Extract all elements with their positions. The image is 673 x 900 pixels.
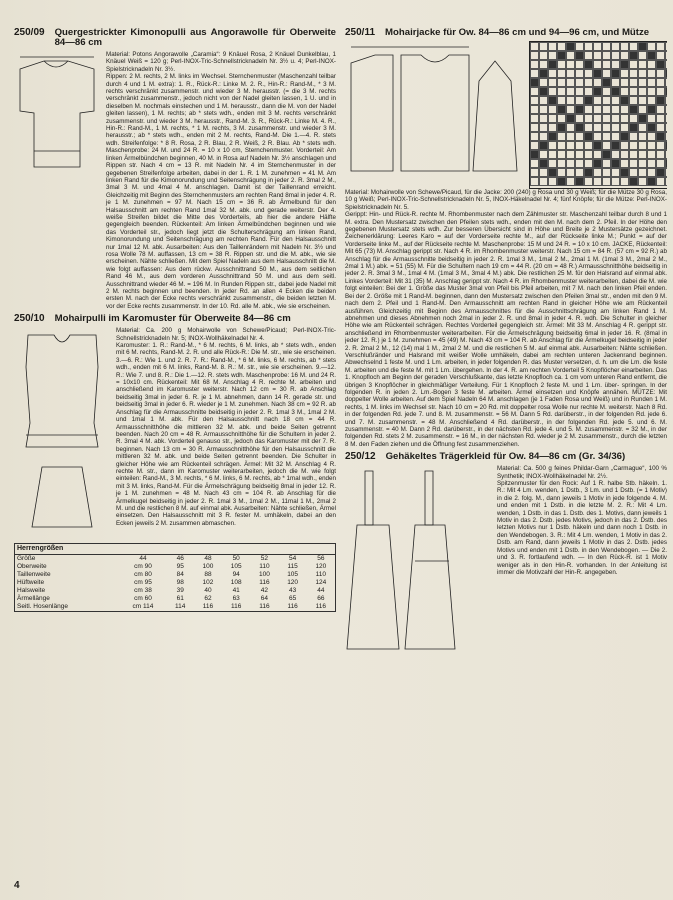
- chart-cell: [602, 87, 611, 96]
- chart-cell: [602, 42, 611, 51]
- chart-cell: [602, 159, 611, 168]
- chart-cell: [638, 168, 647, 177]
- right-column: [345, 28, 667, 854]
- chart-cell: [620, 168, 629, 177]
- chart-cell: [557, 42, 566, 51]
- pattern-number: 250/11: [345, 28, 376, 38]
- chart-cell: [665, 177, 667, 186]
- chart-cell: [638, 114, 647, 123]
- chart-cell: [656, 123, 665, 132]
- chart-cell: [575, 141, 584, 150]
- chart-cell: [593, 159, 602, 168]
- chart-cell: [629, 177, 638, 186]
- chart-cell: [611, 96, 620, 105]
- chart-cell: [530, 51, 539, 60]
- chart-cell: [629, 42, 638, 51]
- chart-cell: [647, 69, 656, 78]
- chart-cell: [557, 96, 566, 105]
- chart-cell: [665, 51, 667, 60]
- pattern-instructions: Karomuster: 1. R.: Rand-M., * 6 M. rechts, 6 M. links, ab * stets wdh., enden mit 6 M. rechts, Rand-M. 2. R. und alle Rück-R.: Die M. str., wie sie erscheinen. 3.—6. R.: Wie 1. und 2. R. 7. R.: Rand-M., * 6 M. links, 6 M. rechts, ab * stets wdh., enden mit 6 M. links, Rand-M. 8. R.: M. str., wie sie erscheinen. 9.—12. R.: Wie 7. und 8. R.: Die 1.—12. R. stets wdh. Maschenprobe: 16 M. und 24 R. = 10x10 cm. Rückenteil: Mit 68 M. Anschlag 4 R. rechte M. arbeiten und anschließend im Karomuster weiterstr. Nach 12 cm = 30 R. ab Anschlag beidseitig 3mal in jeder 6. R. je 1 M. abnehmen, dann 14 R. gerade str. und beidseitig 3mal in jeder 6. R. wieder je 1 M. zunehmen. Nach 38 cm = 92 R. ab Anschlag für die Armausschnitte beidseitig in jeder 2. R. 1mal 3 M., 1mal 2 M. und 1mal 1 M. abk. Für den Halsausschnitt nach 18 cm = 44 R. Armausschnitthöhe die mittleren 32 M. abk. und beide Seiten getrennt beenden. Nach 20 cm = 48 R. Armausschnitthöhe für die Schultern in jeder 2. R. 3mal 4 M. abk. Vorderteil genauso str., jedoch das Karomuster mit der 7. R. beginnen. Nach 13 cm = 30 R. Armausschnitthöhe für den Halsausschnitt die mittleren 32 M. abk. und beide Seiten getrennt beenden. Die Schulter in gleicher Höhe wie am Rückenteil schrägen. Ärmel: Mit 32 M. Anschlag 4 R. rechte M. str., dann im Karomuster weiterarbeiten, jedoch die M. wie folgt einteilen: Rand-M., 3 M. rechts, * 6 M. links, 6 M. rechts, ab * 1mal wdh., enden mit 3 M. links, Rand-M. Für die Ärmelschrägung beidseitig 8mal in jeder 12. R. je 1 M. zunehmen = 48 M. Nach 43 cm = 104 R. ab Anschlag für die Ärmelkugel beidseitig in jeder 2. R. 1mal 3 M., 1mal 2 M., 11mal 1 M., 2mal 2 M. und die restlichen 8 M. auf einmal abk. Ausarbeiten: Nähte schließen, Ärmel einsetzen. Den Halsausschnitt mit 3 R. fester M. umhäkeln, dabei an den Ecken jeweils 2 M. zusammen abmaschen.: [116, 342, 336, 527]
- chart-cell: [539, 114, 548, 123]
- chart-cell: [548, 123, 557, 132]
- chart-cell: [548, 114, 557, 123]
- chart-cell: [647, 177, 656, 186]
- chart-cell: [611, 123, 620, 132]
- chart-cell: [611, 114, 620, 123]
- chart-cell: [530, 105, 539, 114]
- chart-cell: [647, 159, 656, 168]
- chart-cell: [611, 105, 620, 114]
- chart-cell: [647, 60, 656, 69]
- chart-cell: [566, 150, 575, 159]
- chart-cell: [575, 60, 584, 69]
- left-column: [14, 28, 336, 854]
- chart-cell: [548, 168, 557, 177]
- chart-cell: [584, 51, 593, 60]
- chart-cell: [566, 96, 575, 105]
- chart-cell: [620, 150, 629, 159]
- chart-cell: [620, 132, 629, 141]
- chart-cell: [638, 96, 647, 105]
- chart-cell: [629, 114, 638, 123]
- chart-cell: [548, 69, 557, 78]
- chart-cell: [593, 87, 602, 96]
- chart-cell: [539, 105, 548, 114]
- chart-cell: [629, 132, 638, 141]
- pattern-title: Mohairpulli im Karomuster für Oberweite 84—86 cm: [54, 313, 291, 325]
- chart-cell: [548, 177, 557, 186]
- chart-cell: [629, 96, 638, 105]
- chart-cell: [665, 141, 667, 150]
- chart-cell: [566, 60, 575, 69]
- chart-cell: [575, 51, 584, 60]
- chart-cell: [584, 123, 593, 132]
- pattern-instructions: Gerippt: Hin- und Rück-R. rechte M. Rhombenmuster nach dem Zählmuster str. Maschenzahl teilbar durch 8 und 1 M. extra. Den Mustersatz zwischen den Pfeilen stets wdh., enden mit den M. nach dem 2. Pfeil. In der Höhe den gegebenen Mustersatz stets wdh. Zur besseren Übersicht sind in Höhe und Breite je 2 Mustersätze gezeichnet. Zeichenerklärung: Leeres Karo = auf der Vorderseite rechte M., auf der Rückseite linke M.; Punkt = auf der Vorderseite linke M., auf der Rückseite rechte M. Maschenprobe: 15 M und 24 R. = 10 x 10 cm. JACKE, Rückenteil: Mit 65 (73) M. Anschlag gerippt str. Nach 4 R. im Rhombenmuster weiterstr. Nach 15 cm = 84 R. (57 cm = 92 R.) ab Anschlag für die Armausschnitte beidseitig in jeder 2. R. 1mal 3 M., 1mal 2 M., 2mal 1 M. (1mal 3 M., 2mal 2 M., 2mal 1 M.) abk. = 51 (55) M. Für die Schultern nach 19 cm = 44 R. (20 cm = 48 R.) Armausschnitthöhe beidseitig in jeder 2. R. 3mal 3 M., 1mal 4 M. (1mal 3 M., 3mal 4 M.) abk. Die restlichen 25 M. für den Halsrand auf einmal abk. Linkes Vorderteil: Mit 31 (35) M. Anschlag gerippt str. Nach 4 R. im Rhombenmuster weiterarbeiten, dabei die M. wie folgt einteilen: Bei der 1. Größe das Muster 3mal von Pfeil bis Pfeil arbeiten, mit 7 M. nach den linken Pfeil enden. Bei der 2. Größe mit 1 Rand-M. beginnen, dann den Mustersatz zwischen den Pfeilen 3mal str., enden mit den 9 M. nach dem 2. Pfeil und 1 Rand-M. Den Armausschnitt am rechten Rand in gleicher Höhe wie am Rückenteil ausführen. Gleichzeitig mit Beginn des Armausschnittes für die Ausschnittschrägung am linken Rand 1 M. abnehmen und dieses Abnehmen noch 2mal in jeder 2. R. und 8mal in jeder 4. R. wdh. Die Schulter in gleicher Höhe wie am Rückenteil schrägen. Rechtes Vorderteil gegengleich str. Ärmel: Mit 33 M. Anschlag 4 R. gerippt str. anschließend im Rhombenmuster weiterarbeiten. Für die Ärmelschrägung beidseitig 6mal in jeder 16. R. (8mal in jeder 12. R.) je 1 M. zunehmen = 45 (49) M. Nach 43 cm = 104 R. ab Anschlag für die Ärmelkugel beidseitig in jeder 2. R. 2mal 2 M., 12 (14) mal 1 M., 2mal 2 M. und die restlichen 5 M. auf einmal abk. Ausarbeiten: Nähte schließen. Verschlußränder und Halsrand mit weißer Wolle umhäkeln, dabei am rechten unteren Jackenrand beginnen. Abwechselnd 1 feste M. und 1 Lm. arbeiten, in jeder folgenden R. das Muster versetzen, d. h. um die Lm. die feste M. arbeiten und die feste M. mit 1 Lm. übergehen. In der 4. R. am rechten Vorderteil 5 Knopflöcher einarbeiten. Das 1. Knopfloch am Beginn der geraden Verschlußkante, das letzte Knopfloch ca. 1 cm vom unteren Rand entfernt, die übrigen 3 Knopflöcher in gleichmäßiger Verteilung. Für 1 Knopfloch 2 feste M. und 1 Lm. über- springen. In der folgenden R. in jeden 2. Lm.-Bogen 3 feste M. arbeiten. Ärmel einsetzen und Knöpfe annähen. MÜTZE: Mit doppelter Wolle arbeiten. Auf dem Spiel Nadeln 64 M. anschlagen (je 1 Faden Rosa und Weiß) und in Runden 1 M. rechts, 1 M. links im Wechsel str. Nach 10 cm = 20 Rd. mit doppelter rosa Wolle nur rechte M. weiterstr. Nach 8 Rd. in der folgenden Rd. jede 7. und 8. M. zusammenstr. = 56 M. Dann 5 Rd. darüberstr., in der folgenden Rd. jede 6. und 7. M. zusammenstr. = 48 M. Anschließend 4 Rd. darüberstr., in der folgenden Rd. jede 5. und 6. M. zusammenstr. = 40 M. Dann 2 Rd. darüberstr., in der nächsten Rd. jede 4. und 5. M. zusammenstr. = 32 M., in der folgenden Rd. stets 2 M. zusammenstr. = 16 M., in der nächsten Rd. wieder je 2 M. zusammenstr., durch die letzten 8 M. den Faden ziehen und die Öffnung fest zusammenziehen.: [345, 211, 667, 448]
- chart-cell: [530, 114, 539, 123]
- chart-cell: [566, 42, 575, 51]
- chart-cell: [638, 150, 647, 159]
- chart-cell: [629, 168, 638, 177]
- chart-cell: [638, 105, 647, 114]
- table-row: Halsweite cm 38 39 40 41 42 43 44: [17, 587, 325, 595]
- chart-cell: [566, 114, 575, 123]
- chart-cell: [530, 87, 539, 96]
- chart-cell: [557, 51, 566, 60]
- chart-cell: [620, 159, 629, 168]
- chart-cell: [647, 87, 656, 96]
- chart-cell: [665, 123, 667, 132]
- chart-cell: [620, 51, 629, 60]
- chart-cell: [593, 60, 602, 69]
- chart-cell: [656, 60, 665, 69]
- chart-cell: [539, 78, 548, 87]
- chart-cell: [566, 69, 575, 78]
- chart-cell: [593, 51, 602, 60]
- chart-cell: [539, 96, 548, 105]
- chart-cell: [629, 69, 638, 78]
- chart-cell: [539, 177, 548, 186]
- chart-cell: [548, 150, 557, 159]
- chart-cell: [548, 159, 557, 168]
- pattern-instructions: Spitzenmuster für den Rock: Auf 1 R. halbe Stb. häkeln. 1. R.: Mit 4 Lm. wenden, 1 Dstb., 3 Lm. und 1 Dstb. (= 1 Motiv) in die 2. folg. M., dann jeweils 1 Motiv in jede folgende 4. M. und enden mit 1 Dstb. in die letzte M. 2. R.: Mit 4 Lm. wenden, 1 Dstb. in das 1. Dstb. des 1. Motivs, dann jeweils 1 Motiv in das 2. Dstb. jedes Motivs, jedoch in das 2. Dstb. des letzten Motivs nur 1 Dstb. häkeln und dann noch 1 Dstb. in den Wendebogen. 3. R.: Mit 4 Lm. wenden, 1 Motiv in das 2. Dstb. am Rand, dann jeweils 1 Motiv in das 2. Dstb. jedes Motivs und enden mit 1 Dstb. in den Wendebogen. — Die 2. und 3. R. fortlaufend wdh. — In den Rück-R. ist 1 Motiv weniger als in den Hin-R. vorhanden. In der Anleitung ist immer die Motivzahl der Hin-R. angegeben.: [497, 480, 667, 576]
- chart-cell: [647, 150, 656, 159]
- pattern-header-250-10: [14, 314, 336, 324]
- chart-cell: [539, 60, 548, 69]
- chart-cell: [539, 87, 548, 96]
- chart-cell: [575, 150, 584, 159]
- chart-cell: [557, 69, 566, 78]
- chart-cell: [611, 159, 620, 168]
- chart-cell: [593, 96, 602, 105]
- table-row: Hüftweite cm 95 98 102 108 116 120 124: [17, 579, 327, 587]
- chart-cell: [638, 123, 647, 132]
- chart-cell: [539, 150, 548, 159]
- chart-cell: [647, 51, 656, 60]
- chart-cell: [593, 150, 602, 159]
- chart-cell: [665, 150, 667, 159]
- chart-cell: [638, 42, 647, 51]
- chart-cell: [656, 141, 665, 150]
- chart-cell: [629, 150, 638, 159]
- chart-cell: [548, 105, 557, 114]
- chart-cell: [656, 105, 665, 114]
- chart-cell: [539, 168, 548, 177]
- chart-cell: [656, 42, 665, 51]
- rhombus-pattern-chart: [529, 41, 667, 189]
- chart-cell: [530, 159, 539, 168]
- chart-cell: [602, 60, 611, 69]
- chart-cell: [584, 78, 593, 87]
- chart-cell: [665, 78, 667, 87]
- chart-cell: [620, 177, 629, 186]
- chart-cell: [611, 132, 620, 141]
- chart-cell: [584, 168, 593, 177]
- chart-cell: [611, 78, 620, 87]
- chart-cell: [575, 123, 584, 132]
- chart-cell: [629, 123, 638, 132]
- chart-cell: [593, 105, 602, 114]
- chart-cell: [602, 132, 611, 141]
- chart-cell: [665, 87, 667, 96]
- chart-cell: [575, 69, 584, 78]
- pattern-title: Mohairjacke für Ow. 84—86 cm und 94—96 cm, und Mütze: [385, 28, 650, 38]
- kimono-pullover-schematic: [14, 51, 100, 179]
- chart-cell: [665, 96, 667, 105]
- chart-cell: [602, 78, 611, 87]
- chart-cell: [665, 114, 667, 123]
- chart-cell: [584, 114, 593, 123]
- chart-cell: [593, 141, 602, 150]
- chart-cell: [539, 141, 548, 150]
- chart-cell: [611, 150, 620, 159]
- chart-cell: [656, 69, 665, 78]
- chart-cell: [647, 168, 656, 177]
- chart-cell: [602, 96, 611, 105]
- chart-cell: [530, 123, 539, 132]
- pattern-number: 250/12: [345, 451, 376, 463]
- pattern-material: Material: Ca. 200 g Mohairwolle von Schewe/Picaud; Perl-INOX-Tric-Schnellstricknadeln Nr. 5; INOX-Wollhäkelnadel Nr. 4.: [116, 327, 336, 342]
- pattern-250-09: [14, 51, 336, 310]
- chart-cell: [602, 168, 611, 177]
- chart-cell: [656, 87, 665, 96]
- chart-cell: [584, 159, 593, 168]
- chart-cell: [638, 69, 647, 78]
- chart-cell: [539, 159, 548, 168]
- table-row: Taillenweite cm 80 84 88 94 100 105 110: [17, 571, 327, 579]
- size-table-header: Größe 44 46 48 50 52 54 56: [17, 555, 325, 563]
- chart-cell: [530, 168, 539, 177]
- chart-cell: [629, 105, 638, 114]
- chart-cell: [584, 96, 593, 105]
- pattern-header-250-11: [345, 28, 667, 38]
- chart-cell: [539, 132, 548, 141]
- chart-cell: [575, 96, 584, 105]
- chart-cell: [620, 78, 629, 87]
- chart-cell: [656, 159, 665, 168]
- chart-cell: [539, 42, 548, 51]
- mohair-pullover-schematic: [14, 327, 110, 537]
- chart-cell: [647, 78, 656, 87]
- chart-cell: [665, 42, 667, 51]
- chart-cell: [620, 87, 629, 96]
- chart-cell: [548, 96, 557, 105]
- chart-cell: [611, 177, 620, 186]
- jacket-material-caption: Material: Mohairwolle von Schewe/Picaud, für die Jacke: 200 (240) g Rosa und 30 g Weiß; für die Mütze 30 g Rosa, 10 g Weiß; Perl-INOX-Tric-Schnellstricknadeln Nr. 5, INOX-Häkelnadel Nr. 4; fünf Knöpfe; für die Mütze: Perl-INOX-Spielstricknadeln Nr. 5.: [345, 189, 667, 211]
- chart-cell: [530, 42, 539, 51]
- pattern-number: 250/09: [14, 28, 45, 38]
- chart-cell: [566, 132, 575, 141]
- chart-cell: [629, 78, 638, 87]
- chart-cell: [656, 51, 665, 60]
- chart-cell: [557, 114, 566, 123]
- chart-cell: [557, 60, 566, 69]
- chart-cell: [629, 60, 638, 69]
- chart-cell: [638, 51, 647, 60]
- pattern-instructions: Rippen: 2 M. rechts, 2 M. links im Wechsel. Sternchenmuster (Maschenzahl teilbar durch 4 und 1 M. extra): 1. R., Rück-R.: Linke M. 2. R., Hin-R.: Rand-M., * 3 M. rechts verschränkt zusammenstr. und wieder 3 M. herausstr. (= die 3 M. rechts verschränkt zusammenstr., jedoch nicht von der Nadel gleiten lassen, 1 U. und in dieselben M. nochmals einstechen und 1 M. herausstr., dann die M. von der Nadel gleiten lassen), 1 M. rechts; ab * stets wdh., enden mit 3 M. rechts verschränkt zusammenstr. und wieder 3 M. herausstr., Rand-M. 3. R., Rück-R.: Linke M. 4. R., Hin-R.: Rand-M., 1 M. rechts, * 1 M. rechts, 3 M. zusammenstr. und wieder 3 M. herausstr.; ab * stets wdh., enden mit 2 M. rechts, Rand-M. Die 1.—4. R. stets wdh. Streifenfolge: * 8 R. Rosa, 2 R. Blau, 2 R. Weiß, 2 R. Blau. Ab * stets wdh. Maschenprobe: 24 M. und 24 R. = 10 x 10 cm, Sternchenmuster. Vorderteil: Am linken Ärmelbündchen beginnen, 40 M. in Rosa auf Nadeln Nr. 3½ anschlagen und Rippen str. Nach 4 cm = 13 R. mit Nadeln Nr. 4 im Sternchenmuster in der gegebenen Streifenfolge arbeiten, dabei in der 1. R. 1 M. zunehmen = 41 M. Am linken Rand für die Kimonorundung und Seitenschrägung in jeder 2. R. 3mal 2 M., 3mal 3 M. und 4mal 4 M. anschlagen. Damit ist der Taillenrand erreicht. Gleichzeitig mit Beginn des Sternchenmusters am rechten Rand 8mal in jeder 4. R. je 1 M. zunehmen = 97 M. Nach 15 cm = 36 R. ab Ärmelbund für den Halsausschnitt am rechten Rand 1mal 32 M. abk. und gerade weiterstr. Der 4. weiße Streifen bildet die Mitte des Vorderteils, ab hier die andere Hälfte gegengleich beenden. Rückenteil: Am linken Ärmelbündchen beginnen und wie das Vorderteil str., jedoch liegt jetzt die Schulterschrägung am linken Rand, Kimonorundung und Seitenschrägung am rechten Rand. Für den Halsausschnitt nur 1mal 12 M. abk. Ausarbeiten: Aus den Taillenrändern mit Nadeln Nr. 3½ und rosa Wolle 78 M. auffassen, 13 cm = 38 R. Rippen str. und die M. abk., wie sie erscheinen. Nähte schließen. Mit dem Spiel Nadeln aus dem Halsausschnitt die M. wie folgt auffassen: Aus dem rückw. Ausschnittrand 50 M., aus dem seitlichen Rand 46 M., aus dem vorderen Ausschnittrand 50 M. und aus dem seitl. Ausschnittrand wieder 46 M. = 196 M. In Runden Rippen str., dabei jede Nadel mit 2 M. rechts beginnen und beenden. In jeder Rd. an allen 4 Ecken die beiden ersten M. nach der Ecke rechts verschränkt zusammenstr., die beiden letzten M. vor der Ecke rechts zusammenstr. In der 10. Rd. alle M. abk., wie sie erscheinen.: [106, 73, 336, 310]
- chart-cell: [611, 69, 620, 78]
- chart-cell: [611, 42, 620, 51]
- chart-cell: [548, 60, 557, 69]
- chart-cell: [566, 159, 575, 168]
- table-row: Seitl. Hosenlänge cm 114 114 116 116 116 116 116: [17, 603, 327, 611]
- chart-cell: [575, 177, 584, 186]
- chart-cell: [566, 51, 575, 60]
- chart-cell: [548, 78, 557, 87]
- chart-cell: [530, 60, 539, 69]
- chart-cell: [557, 123, 566, 132]
- chart-cell: [575, 105, 584, 114]
- chart-cell: [557, 105, 566, 114]
- chart-cell: [575, 78, 584, 87]
- chart-cell: [611, 168, 620, 177]
- chart-cell: [530, 96, 539, 105]
- chart-cell: [557, 87, 566, 96]
- chart-cell: [647, 105, 656, 114]
- chart-cell: [620, 141, 629, 150]
- chart-cell: [557, 141, 566, 150]
- chart-cell: [638, 87, 647, 96]
- chart-cell: [611, 60, 620, 69]
- chart-cell: [575, 168, 584, 177]
- chart-cell: [557, 168, 566, 177]
- chart-cell: [584, 150, 593, 159]
- chart-cell: [575, 87, 584, 96]
- chart-cell: [602, 114, 611, 123]
- pattern-material: Material: Potons Angorawolle „Caramia“: 9 Knäuel Rosa, 2 Knäuel Dunkelblau, 1 Knäuel Weiß = 120 g; Perl-INOX-Tric-Schnellstricknadeln Nr. 3½ u. 4; Perl-INOX-Spielstricknadeln Nr. 3½.: [106, 51, 336, 73]
- chart-cell: [656, 177, 665, 186]
- chart-cell: [566, 87, 575, 96]
- chart-cell: [584, 42, 593, 51]
- chart-cell: [530, 141, 539, 150]
- chart-cell: [530, 78, 539, 87]
- chart-cell: [593, 78, 602, 87]
- chart-cell: [665, 168, 667, 177]
- chart-cell: [629, 159, 638, 168]
- chart-cell: [620, 42, 629, 51]
- chart-cell: [575, 132, 584, 141]
- table-row: Oberweite cm 90 95 100 105 110 115 120: [17, 563, 327, 571]
- chart-cell: [575, 42, 584, 51]
- chart-cell: [566, 123, 575, 132]
- chart-cell: [602, 69, 611, 78]
- chart-cell: [638, 177, 647, 186]
- chart-cell: [548, 42, 557, 51]
- chart-cell: [539, 123, 548, 132]
- chart-cell: [611, 87, 620, 96]
- chart-cell: [557, 78, 566, 87]
- chart-cell: [656, 114, 665, 123]
- size-table: [14, 543, 336, 612]
- chart-cell: [584, 105, 593, 114]
- chart-cell: [530, 150, 539, 159]
- chart-cell: [665, 69, 667, 78]
- chart-cell: [548, 141, 557, 150]
- pattern-250-11-figures: [345, 41, 667, 189]
- pattern-title: Gehäkeltes Trägerkleid für Ow. 84—86 cm (Gr. 34/36): [385, 451, 626, 463]
- chart-cell: [620, 60, 629, 69]
- chart-cell: [557, 159, 566, 168]
- chart-cell: [620, 114, 629, 123]
- pattern-250-12: [345, 465, 667, 655]
- chart-cell: [647, 42, 656, 51]
- chart-cell: [647, 114, 656, 123]
- chart-cell: [656, 168, 665, 177]
- chart-cell: [656, 96, 665, 105]
- chart-cell: [566, 168, 575, 177]
- chart-cell: [629, 87, 638, 96]
- chart-cell: [647, 132, 656, 141]
- chart-cell: [638, 132, 647, 141]
- chart-cell: [566, 177, 575, 186]
- chart-cell: [584, 132, 593, 141]
- chart-cell: [656, 150, 665, 159]
- pattern-250-10: [14, 327, 336, 537]
- chart-cell: [530, 69, 539, 78]
- chart-cell: [584, 69, 593, 78]
- chart-cell: [593, 168, 602, 177]
- chart-cell: [548, 87, 557, 96]
- chart-cell: [665, 159, 667, 168]
- chart-cell: [638, 159, 647, 168]
- chart-cell: [638, 60, 647, 69]
- page-number: 4: [14, 880, 20, 891]
- chart-cell: [602, 177, 611, 186]
- pattern-header-250-09: [14, 28, 336, 48]
- chart-cell: [593, 69, 602, 78]
- chart-cell: [638, 78, 647, 87]
- chart-cell: [611, 141, 620, 150]
- chart-cell: [665, 105, 667, 114]
- crochet-dress-schematic: [345, 465, 491, 655]
- pattern-material: Material: Ca. 500 g feines Phildar-Garn „Carmague“, 100 % Synthetik; INOX-Wollhäkelnadel Nr. 2½.: [497, 465, 667, 480]
- chart-cell: [620, 96, 629, 105]
- mohair-jacket-schematic: [345, 41, 523, 189]
- chart-cell: [539, 51, 548, 60]
- chart-cell: [557, 150, 566, 159]
- pattern-title: Quergestrickter Kimonopulli aus Angorawolle für Oberweite 84—86 cm: [54, 28, 336, 48]
- chart-cell: [530, 132, 539, 141]
- chart-cell: [602, 51, 611, 60]
- chart-cell: [584, 60, 593, 69]
- chart-cell: [566, 141, 575, 150]
- chart-cell: [620, 105, 629, 114]
- chart-cell: [530, 177, 539, 186]
- chart-cell: [629, 51, 638, 60]
- chart-cell: [602, 123, 611, 132]
- chart-cell: [629, 141, 638, 150]
- chart-cell: [557, 132, 566, 141]
- chart-cell: [566, 105, 575, 114]
- chart-cell: [548, 132, 557, 141]
- chart-cell: [584, 87, 593, 96]
- chart-cell: [575, 159, 584, 168]
- chart-cell: [593, 114, 602, 123]
- chart-cell: [665, 60, 667, 69]
- chart-cell: [584, 177, 593, 186]
- chart-cell: [593, 132, 602, 141]
- chart-cell: [665, 132, 667, 141]
- chart-cell: [548, 51, 557, 60]
- pattern-number: 250/10: [14, 313, 45, 325]
- pattern-header-250-12: [345, 452, 667, 462]
- chart-cell: [620, 123, 629, 132]
- chart-cell: [575, 114, 584, 123]
- chart-cell: [584, 141, 593, 150]
- chart-cell: [647, 141, 656, 150]
- chart-cell: [593, 123, 602, 132]
- chart-cell: [593, 177, 602, 186]
- chart-cell: [539, 69, 548, 78]
- size-table-title: Herrengrößen: [15, 544, 335, 555]
- chart-cell: [602, 105, 611, 114]
- chart-cell: [647, 123, 656, 132]
- chart-cell: [656, 132, 665, 141]
- chart-cell: [593, 42, 602, 51]
- chart-cell: [638, 141, 647, 150]
- chart-cell: [647, 96, 656, 105]
- chart-cell: [656, 78, 665, 87]
- chart-cell: [620, 69, 629, 78]
- chart-cell: [611, 51, 620, 60]
- chart-cell: [557, 177, 566, 186]
- table-row: Ärmellänge cm 60 61 62 63 64 65 66: [17, 595, 325, 603]
- chart-cell: [602, 141, 611, 150]
- chart-cell: [566, 78, 575, 87]
- chart-cell: [602, 150, 611, 159]
